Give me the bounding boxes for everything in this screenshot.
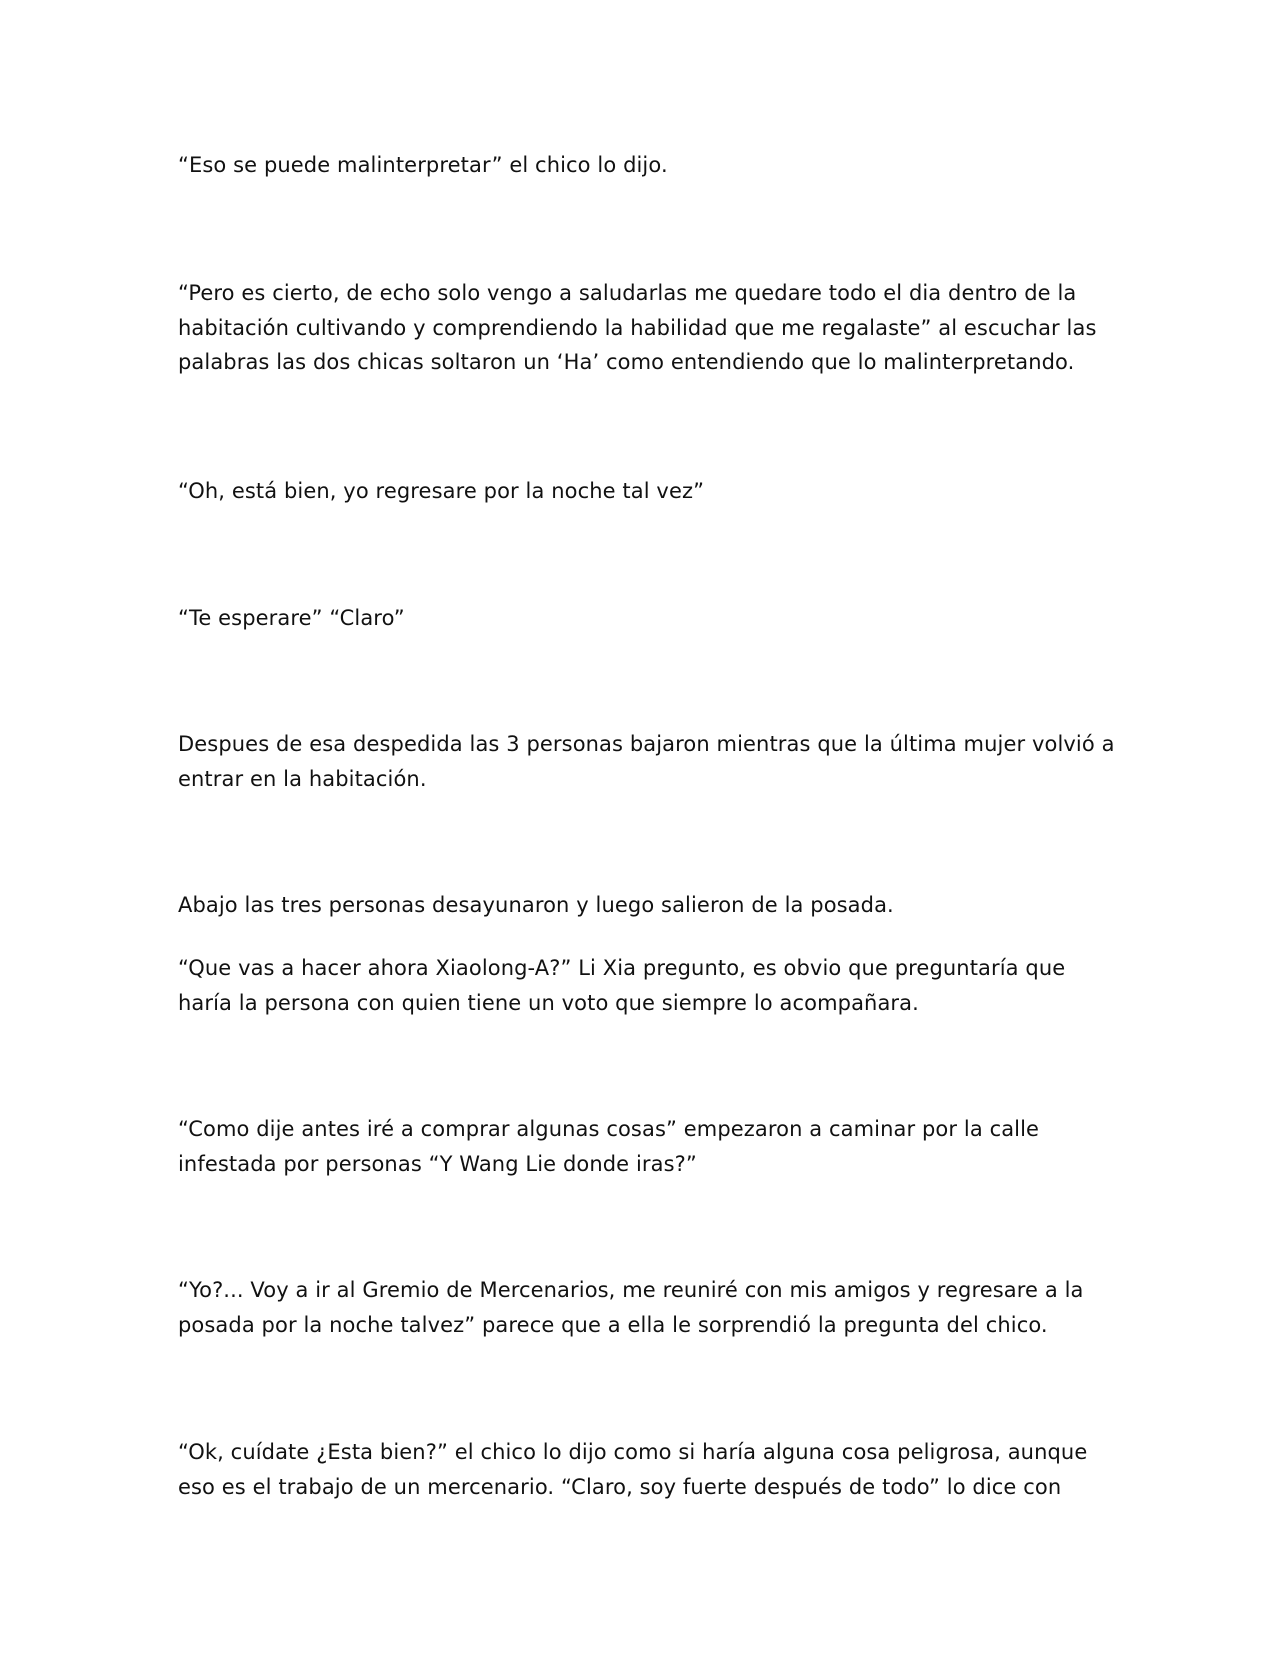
text-line: habitación cultivando y comprendiendo la habilidad que me regalaste” al escuchar las [178, 315, 1097, 340]
paragraph-1 [178, 148, 1108, 183]
paragraph-5 [178, 727, 1115, 796]
text-line: “Oh, está bien, yo regresare por la noche tal vez” [178, 479, 705, 503]
text-line: “Te esperare” “Claro” [178, 606, 405, 630]
paragraph-9 [178, 1273, 1108, 1342]
text-line: Abajo las tres personas desayunaron y luego salieron de la posada. [178, 893, 894, 917]
paragraph-2 [178, 276, 1108, 380]
text-line: “Eso se puede malinterpretar” el chico lo dijo. [178, 153, 668, 177]
paragraph-6 [178, 888, 1108, 923]
paragraph-10 [178, 1435, 1108, 1504]
paragraph-3 [178, 474, 1108, 509]
text-line: “Pero es cierto, de echo solo vengo a saludarlas me quedare todo el dia dentro de la [178, 281, 1077, 305]
text-line: posada por la noche talvez” parece que a ella le sorprendió la pregunta del chico. [178, 1312, 1048, 1337]
text-line: “Ok, cuídate ¿Esta bien?” el chico lo dijo como si haría alguna cosa peligrosa, aunque [178, 1440, 1088, 1464]
paragraph-4 [178, 601, 1108, 636]
text-line: “Como dije antes iré a comprar algunas cosas” empezaron a caminar por la calle [178, 1117, 1040, 1141]
paragraph-8 [178, 1112, 1108, 1181]
text-line: “Que vas a hacer ahora Xiaolong-A?” Li Xia pregunto, es obvio que preguntaría que [178, 956, 1066, 980]
text-line: “Yo?... Voy a ir al Gremio de Mercenarios, me reuniré con mis amigos y regresare a la [178, 1278, 1084, 1302]
text-line: infestada por personas “Y Wang Lie donde iras?” [178, 1151, 697, 1176]
text-line: eso es el trabajo de un mercenario. “Claro, soy fuerte después de todo” lo dice con [178, 1474, 1062, 1499]
text-line: haría la persona con quien tiene un voto que siempre lo acompañara. [178, 990, 919, 1015]
text-line: palabras las dos chicas soltaron un ‘Ha’ como entendiendo que lo malinterpretando. [178, 350, 1075, 374]
text-line: entrar en la habitación. [178, 766, 427, 791]
text-line: Despues de esa despedida las 3 personas bajaron mientras que la última mujer volvió a [178, 732, 1115, 756]
paragraph-7 [178, 951, 1108, 1020]
